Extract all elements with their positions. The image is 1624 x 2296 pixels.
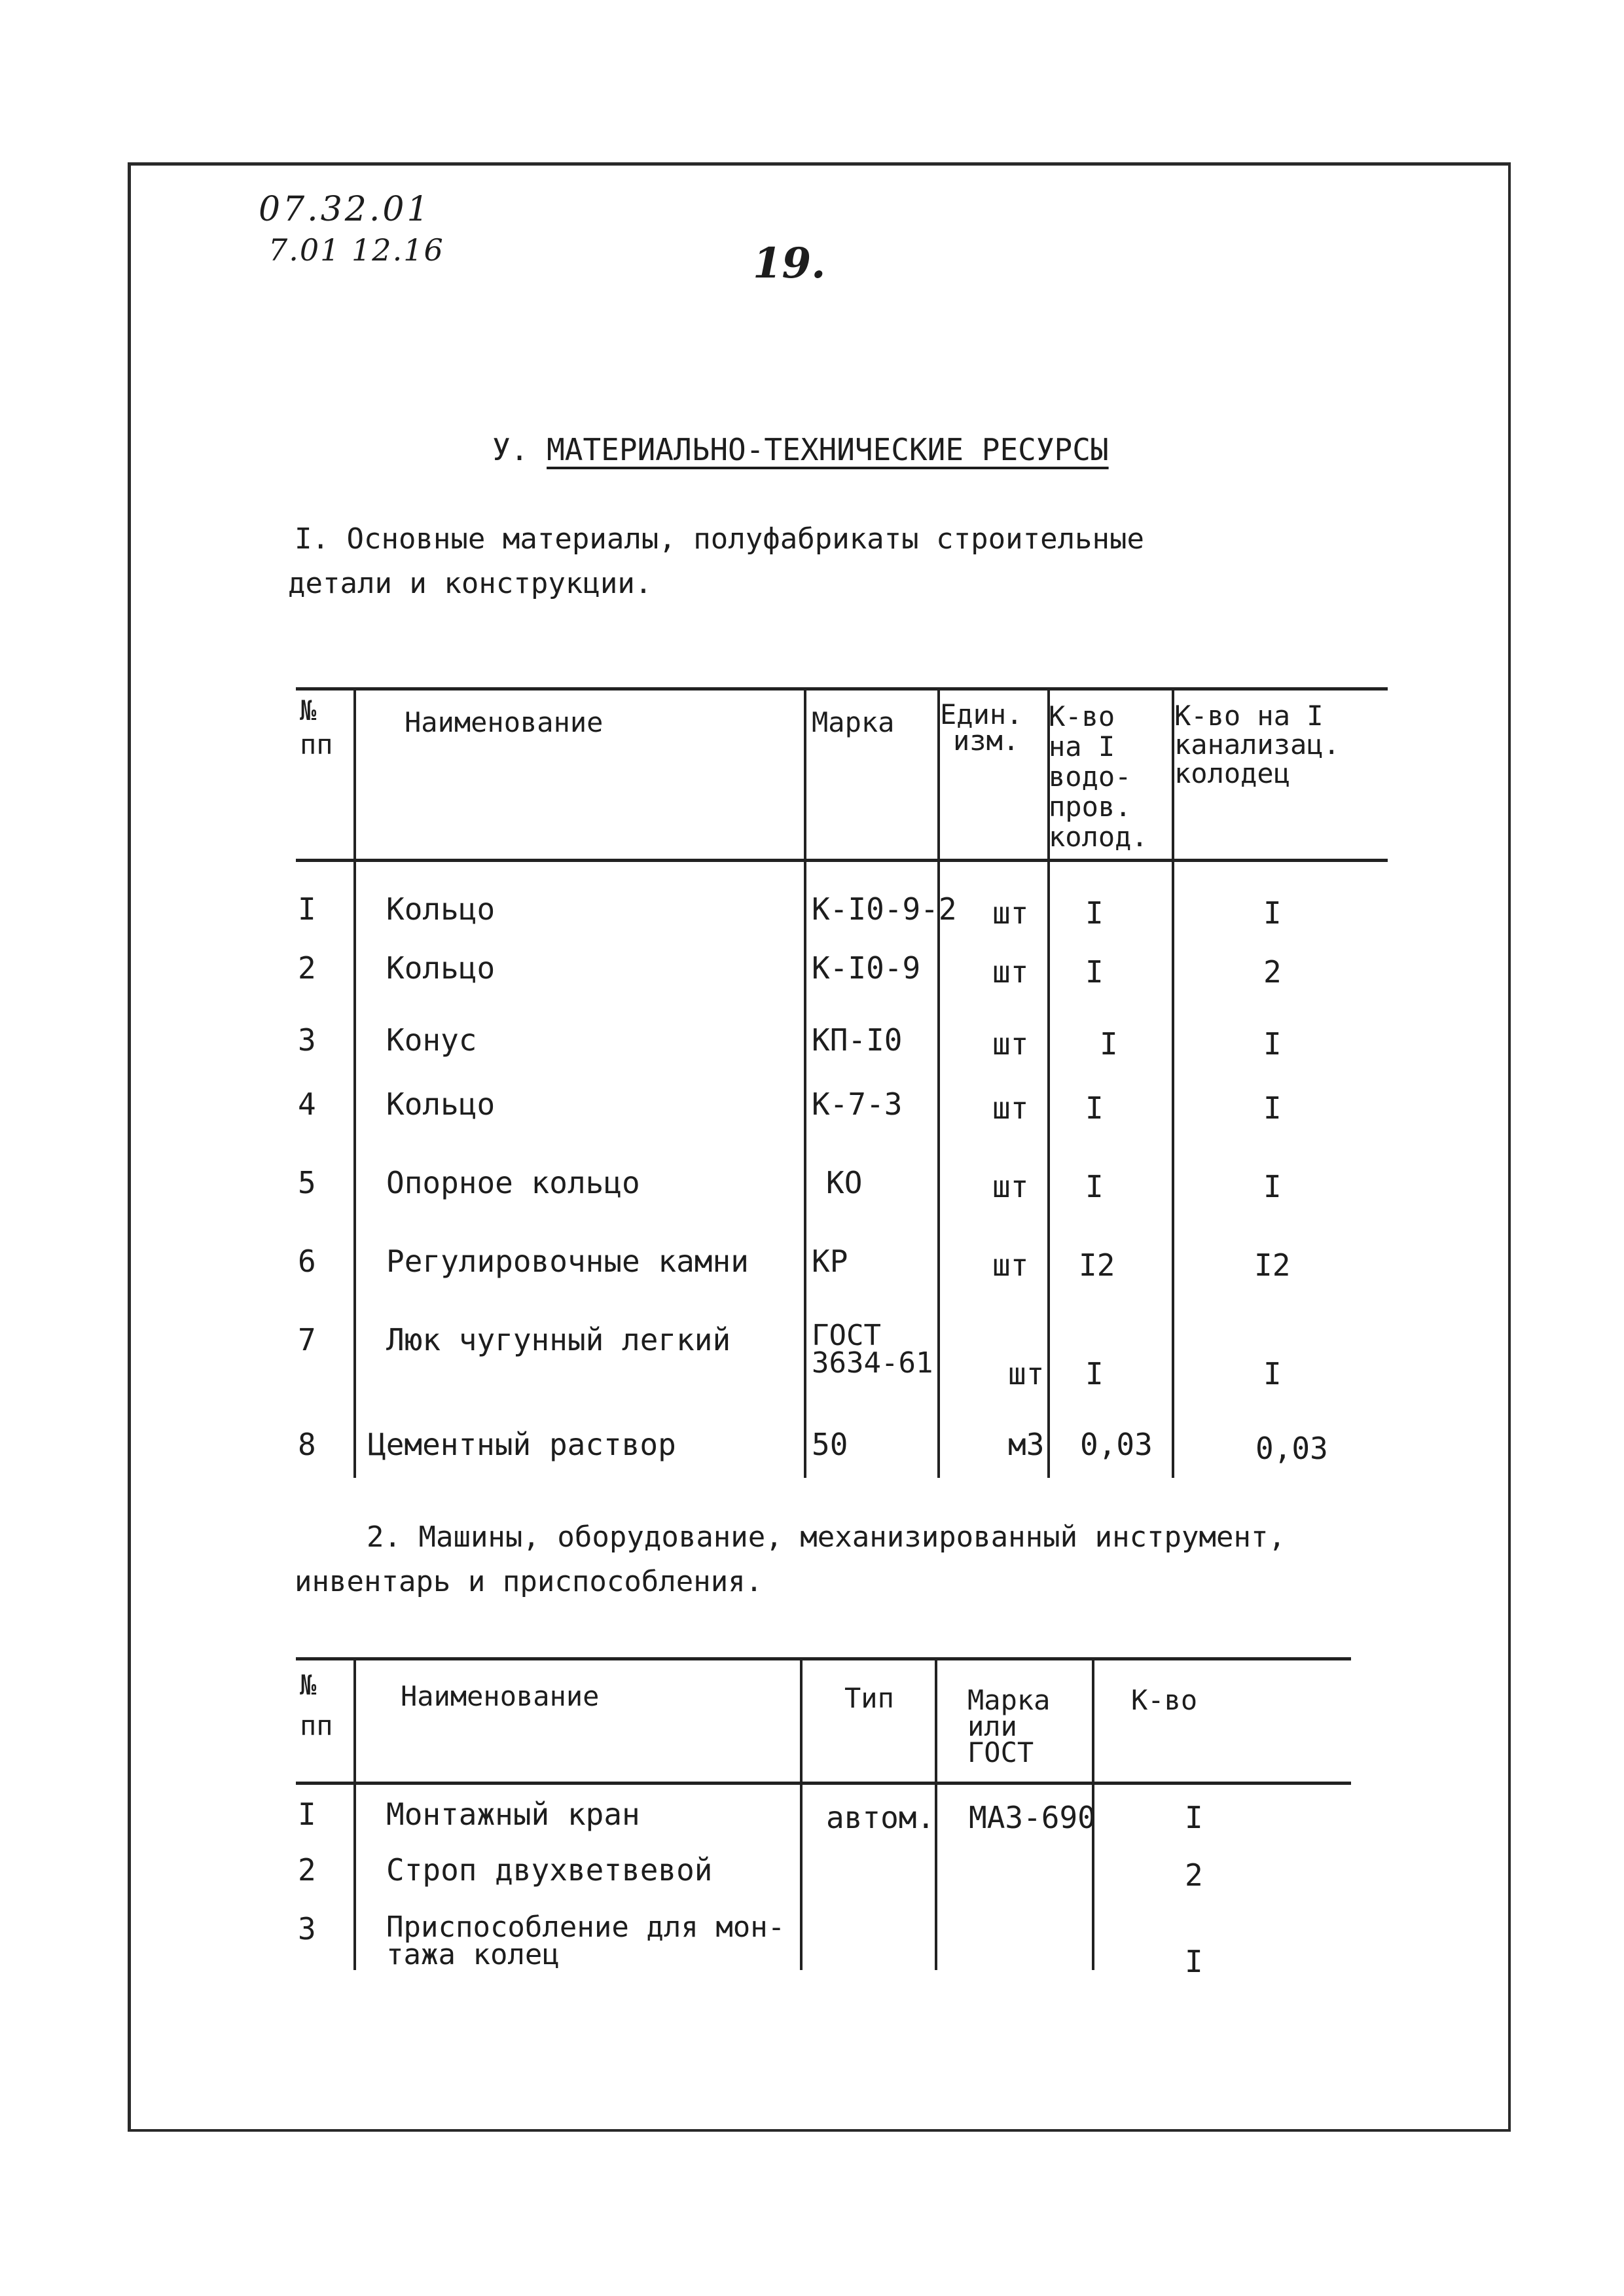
table-row-2-qty-water: I xyxy=(1085,954,1104,990)
table-row-2-unit: шт xyxy=(992,954,1029,990)
equip-row-2-num: 2 xyxy=(298,1852,316,1888)
table-row-5-qty-water: I xyxy=(1085,1169,1104,1204)
table-row-3-qty-sewer: I xyxy=(1263,1026,1282,1062)
table-row-7-mark-line1: ГОСТ xyxy=(812,1319,881,1352)
part1-heading xyxy=(288,517,1145,606)
section-title-text: МАТЕРИАЛЬНО-ТЕХНИЧЕСКИЕ РЕСУРСЫ xyxy=(547,432,1109,467)
col-header-unit xyxy=(940,698,1023,757)
table-row-3-unit: шт xyxy=(992,1026,1029,1062)
col2-header-num-line2: пп xyxy=(300,1710,333,1742)
table-row-2-num: 2 xyxy=(298,950,316,986)
col2-header-mark-line2: или xyxy=(967,1710,1017,1742)
table-row-8-qty-water: 0,03 xyxy=(1080,1427,1153,1462)
table-row-3-name: Конус xyxy=(386,1022,477,1058)
table1-col-divider-2 xyxy=(804,687,806,1478)
equip-row-3-name-line2: тажа колец xyxy=(386,1938,560,1971)
equip-row-1-type: автом. xyxy=(826,1800,935,1835)
equip-row-1-name: Монтажный кран xyxy=(386,1797,640,1832)
table1-top-rule xyxy=(296,687,1388,691)
table-row-6-unit: шт xyxy=(992,1247,1029,1283)
col-header-unit-line1: Един. xyxy=(940,698,1023,730)
table-row-7-mark xyxy=(812,1319,933,1380)
table1-col-divider-1 xyxy=(353,687,356,1478)
table-row-6-mark: КР xyxy=(812,1244,848,1279)
col2-header-mark-line1: Марка xyxy=(967,1684,1051,1716)
table2-top-rule xyxy=(296,1657,1351,1660)
table-row-6-num: 6 xyxy=(298,1244,316,1279)
table-row-6-qty-sewer: I2 xyxy=(1254,1247,1291,1283)
part2-heading-line2: инвентарь и приспособления. xyxy=(295,1565,763,1598)
table-row-5-name: Опорное кольцо xyxy=(386,1165,640,1200)
col-header-qty-water-line3: водо- xyxy=(1049,761,1132,793)
equip-row-3-qty: I xyxy=(1185,1944,1203,1979)
part2-heading xyxy=(295,1515,1286,1604)
col-header-qty-sewer-line3: колодец xyxy=(1174,757,1291,789)
table-row-6-name: Регулировочные камни xyxy=(386,1244,749,1279)
table-row-5-mark: КО xyxy=(826,1165,863,1200)
document-code-secondary: 7.01 12.16 xyxy=(268,232,444,268)
table-row-1-mark: К-I0-9-2 xyxy=(812,891,957,927)
col-header-qty-water-line4: пров. xyxy=(1049,791,1132,823)
table-row-4-qty-sewer: I xyxy=(1263,1090,1282,1126)
col-header-num-line1: № xyxy=(300,694,317,726)
table2-col-divider-3 xyxy=(935,1657,937,1970)
table-row-7-name: Люк чугунный легкий xyxy=(386,1322,731,1357)
equip-row-1-num: I xyxy=(298,1797,316,1832)
col-header-mark: Марка xyxy=(812,706,895,738)
table-row-3-num: 3 xyxy=(298,1022,316,1058)
table1-col-divider-3 xyxy=(937,687,940,1478)
table-row-4-mark: К-7-3 xyxy=(812,1086,903,1122)
section-title xyxy=(492,432,1109,467)
col-header-qty-water-line2: на I xyxy=(1049,730,1115,762)
col-header-qty-sewer xyxy=(1174,702,1340,788)
part1-heading-line2: детали и конструкции. xyxy=(288,567,653,600)
col-header-qty-sewer-line1: К-во на I xyxy=(1174,700,1324,732)
table-row-5-qty-sewer: I xyxy=(1263,1169,1282,1204)
col-header-unit-line2: изм. xyxy=(953,725,1020,757)
table1-col-divider-5 xyxy=(1172,687,1174,1478)
table-row-7-qty-water: I xyxy=(1085,1356,1104,1391)
table-row-5-unit: шт xyxy=(992,1169,1029,1204)
table-row-4-unit: шт xyxy=(992,1090,1029,1126)
table-row-5-num: 5 xyxy=(298,1165,316,1200)
col-header-name: Наименование xyxy=(405,706,604,738)
table2-header-rule xyxy=(296,1782,1351,1785)
table-row-8-qty-sewer: 0,03 xyxy=(1255,1431,1328,1466)
col2-header-num xyxy=(300,1669,333,1742)
table-row-3-qty-water: I xyxy=(1100,1026,1118,1062)
equip-row-1-qty: I xyxy=(1185,1800,1203,1835)
table-row-8-mark: 50 xyxy=(812,1427,848,1462)
col-header-qty-sewer-line2: канализац. xyxy=(1174,728,1340,761)
page-number: 19. xyxy=(753,239,826,288)
part1-heading-line1: I. Основные материалы, полуфабрикаты строительные xyxy=(295,522,1145,556)
equip-row-3-num: 3 xyxy=(298,1911,316,1946)
col2-header-name: Наименование xyxy=(401,1680,600,1712)
table-row-7-mark-line2: 3634-61 xyxy=(812,1346,933,1380)
table1-header-rule xyxy=(296,859,1388,862)
table-row-4-num: 4 xyxy=(298,1086,316,1122)
equip-row-3-name-line1: Приспособление для мон- xyxy=(386,1910,785,1944)
table2-col-divider-1 xyxy=(353,1657,356,1970)
table-row-3-mark: КП-I0 xyxy=(812,1022,903,1058)
table-row-4-qty-water: I xyxy=(1085,1090,1104,1126)
table-row-4-name: Кольцо xyxy=(386,1086,496,1122)
table-row-8-name: Цементный раствор xyxy=(368,1427,676,1462)
table2-col-divider-2 xyxy=(800,1657,803,1970)
table-row-6-qty-water: I2 xyxy=(1079,1247,1115,1283)
table-row-2-qty-sewer: 2 xyxy=(1263,954,1282,990)
col2-header-num-line1: № xyxy=(300,1669,317,1701)
table-row-2-name: Кольцо xyxy=(386,950,496,986)
col-header-qty-water-line1: К-во xyxy=(1049,700,1115,732)
table-row-2-mark: К-I0-9 xyxy=(812,950,921,986)
table-row-1-name: Кольцо xyxy=(386,891,496,927)
document-code: 07.32.01 xyxy=(259,190,431,229)
col-header-num xyxy=(300,694,333,761)
table-row-1-qty-water: I xyxy=(1085,895,1104,931)
col2-header-mark xyxy=(967,1684,1051,1768)
table-row-7-unit: шт xyxy=(1008,1356,1045,1391)
col2-header-mark-line3: ГОСТ xyxy=(967,1736,1034,1768)
table-row-8-unit: м3 xyxy=(1008,1427,1045,1462)
equip-row-3-name xyxy=(386,1910,785,1971)
col2-header-type: Тип xyxy=(844,1682,894,1714)
col-header-num-line2: пп xyxy=(300,728,333,761)
equip-row-1-mark: МАЗ-690 xyxy=(969,1800,1096,1835)
part2-heading-line1: 2. Машины, оборудование, механизированный инструмент, xyxy=(367,1520,1286,1554)
table-row-1-unit: шт xyxy=(992,895,1029,931)
section-number: У. xyxy=(492,432,529,467)
table-row-8-num: 8 xyxy=(298,1427,316,1462)
col-header-qty-water-line5: колод. xyxy=(1049,821,1148,853)
col2-header-qty: К-во xyxy=(1131,1684,1198,1716)
equip-row-2-qty: 2 xyxy=(1185,1857,1203,1893)
col-header-qty-water xyxy=(1049,702,1148,852)
table-row-7-num: 7 xyxy=(298,1322,316,1357)
table-row-1-num: I xyxy=(298,891,316,927)
table-row-1-qty-sewer: I xyxy=(1263,895,1282,931)
table-row-7-qty-sewer: I xyxy=(1263,1356,1282,1391)
equip-row-2-name: Строп двухветвевой xyxy=(386,1852,713,1888)
